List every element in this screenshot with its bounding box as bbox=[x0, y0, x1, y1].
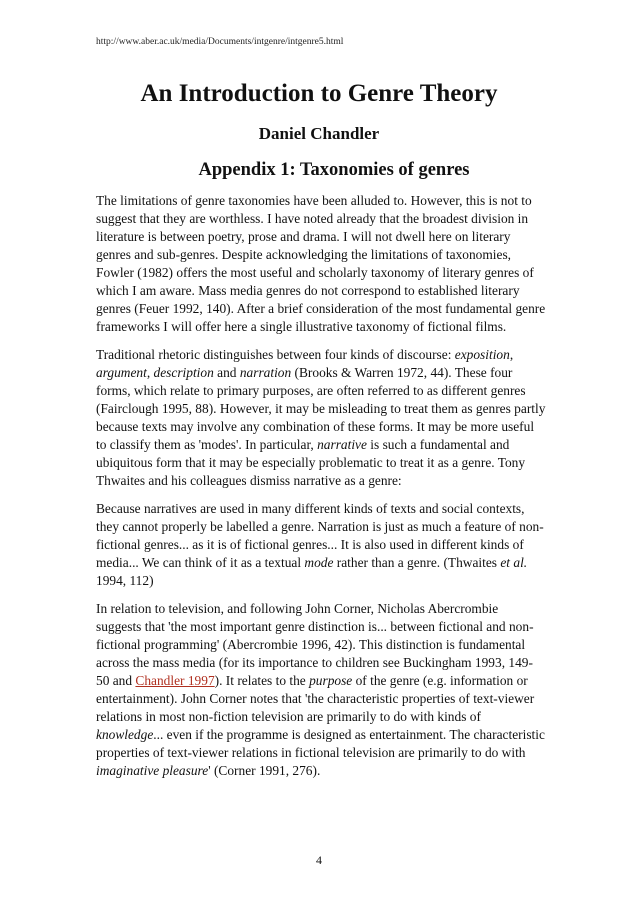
text-run: ' (Corner 1991, 276). bbox=[208, 763, 321, 778]
text-run: and bbox=[213, 365, 240, 380]
text-run: Because narratives are used in many different kinds of texts and social contexts, they cannot properly be labelled a genre. Narration is just as much a feature of non-fictional genres... as it is of fictional genres... It is also used in different kinds of media... We can think of it as a textual bbox=[96, 501, 544, 570]
paragraph-4 bbox=[96, 600, 546, 780]
term-et-al: et al. bbox=[500, 555, 528, 570]
appendix-heading: Appendix 1: Taxonomies of genres bbox=[198, 160, 470, 180]
text-run: Traditional rhetoric distinguishes between four kinds of discourse: bbox=[96, 347, 455, 362]
text-run: rather than a genre. (Thwaites bbox=[333, 555, 501, 570]
document-title: An Introduction to Genre Theory bbox=[140, 80, 498, 107]
text-run: In relation to television, and following John Corner, Nicholas Abercrombie suggests that 'the most important genre distinction is... between fictional and non-fictional programming' (Abercrombie 1996, 42). This distinction is fundamental across the mass media (for its importance to children see Buckingham 1993, 149-50 and bbox=[96, 601, 534, 688]
text-run: of the genre (e.g. information or entertainment). John Corner notes that 'the characteristic properties of text-viewer relations in most non-fiction television are primarily to do with kinds of bbox=[96, 673, 535, 724]
term-exposition: exposition bbox=[454, 347, 510, 362]
text-run: , bbox=[509, 347, 514, 362]
text-run: (Brooks & Warren 1972, 44). These four forms, which relate to primary purposes, are often referred to as different genres (Fairclough 1995, 88). However, it may be misleading to treat them as genres partly because texts may involve any combination of these forms. It may be more useful to classify them as 'modes'. In particular, bbox=[96, 365, 546, 452]
author-name: Daniel Chandler bbox=[258, 124, 380, 143]
paragraph-2 bbox=[96, 346, 546, 490]
term-mode: mode bbox=[304, 555, 334, 570]
text-run: 1994, 112) bbox=[96, 573, 154, 588]
page-number: 4 bbox=[316, 853, 322, 867]
term-argument: argument bbox=[96, 365, 147, 380]
text-run: ). It relates to the bbox=[214, 673, 310, 688]
document-body bbox=[96, 192, 546, 790]
term-imaginative-pleasure: imaginative pleasure bbox=[96, 763, 209, 778]
term-description: description bbox=[153, 365, 214, 380]
text-run: ... even if the programme is designed as entertainment. The characteristic properties of text-viewer relations in fictional television are primarily to do with bbox=[96, 727, 545, 760]
chandler-1997-link[interactable]: Chandler 1997 bbox=[135, 673, 215, 688]
term-narrative: narrative bbox=[317, 437, 367, 452]
source-url: http://www.aber.ac.uk/media/Documents/intgenre/intgenre5.html bbox=[96, 37, 344, 47]
text-run: , bbox=[146, 365, 154, 380]
term-knowledge: knowledge bbox=[96, 727, 154, 742]
term-narration: narration bbox=[239, 365, 292, 380]
paragraph-3-quote bbox=[96, 500, 546, 590]
text-run: is such a fundamental and ubiquitous form that it may be especially problematic to treat it as a genre. Tony Thwaites and his colleagues dismiss narrative as a genre: bbox=[96, 437, 526, 488]
term-purpose: purpose bbox=[309, 673, 353, 688]
paragraph-1: The limitations of genre taxonomies have been alluded to. However, this is not to suggest that they are worthless. I have noted already that the broadest division in literature is between poetry, prose and drama. I will not dwell here on literary genres and sub-genres. Despite acknowledging the limitations of taxonomies, Fowler (1982) offers the most useful and scholarly taxonomy of literary genres of which I am aware. Mass media genres do not correspond to established literary genres (Feuer 1992, 140). After a brief consideration of the most fundamental genre frameworks I will offer here a single illustrative taxonomy of fictional films. bbox=[96, 193, 546, 334]
